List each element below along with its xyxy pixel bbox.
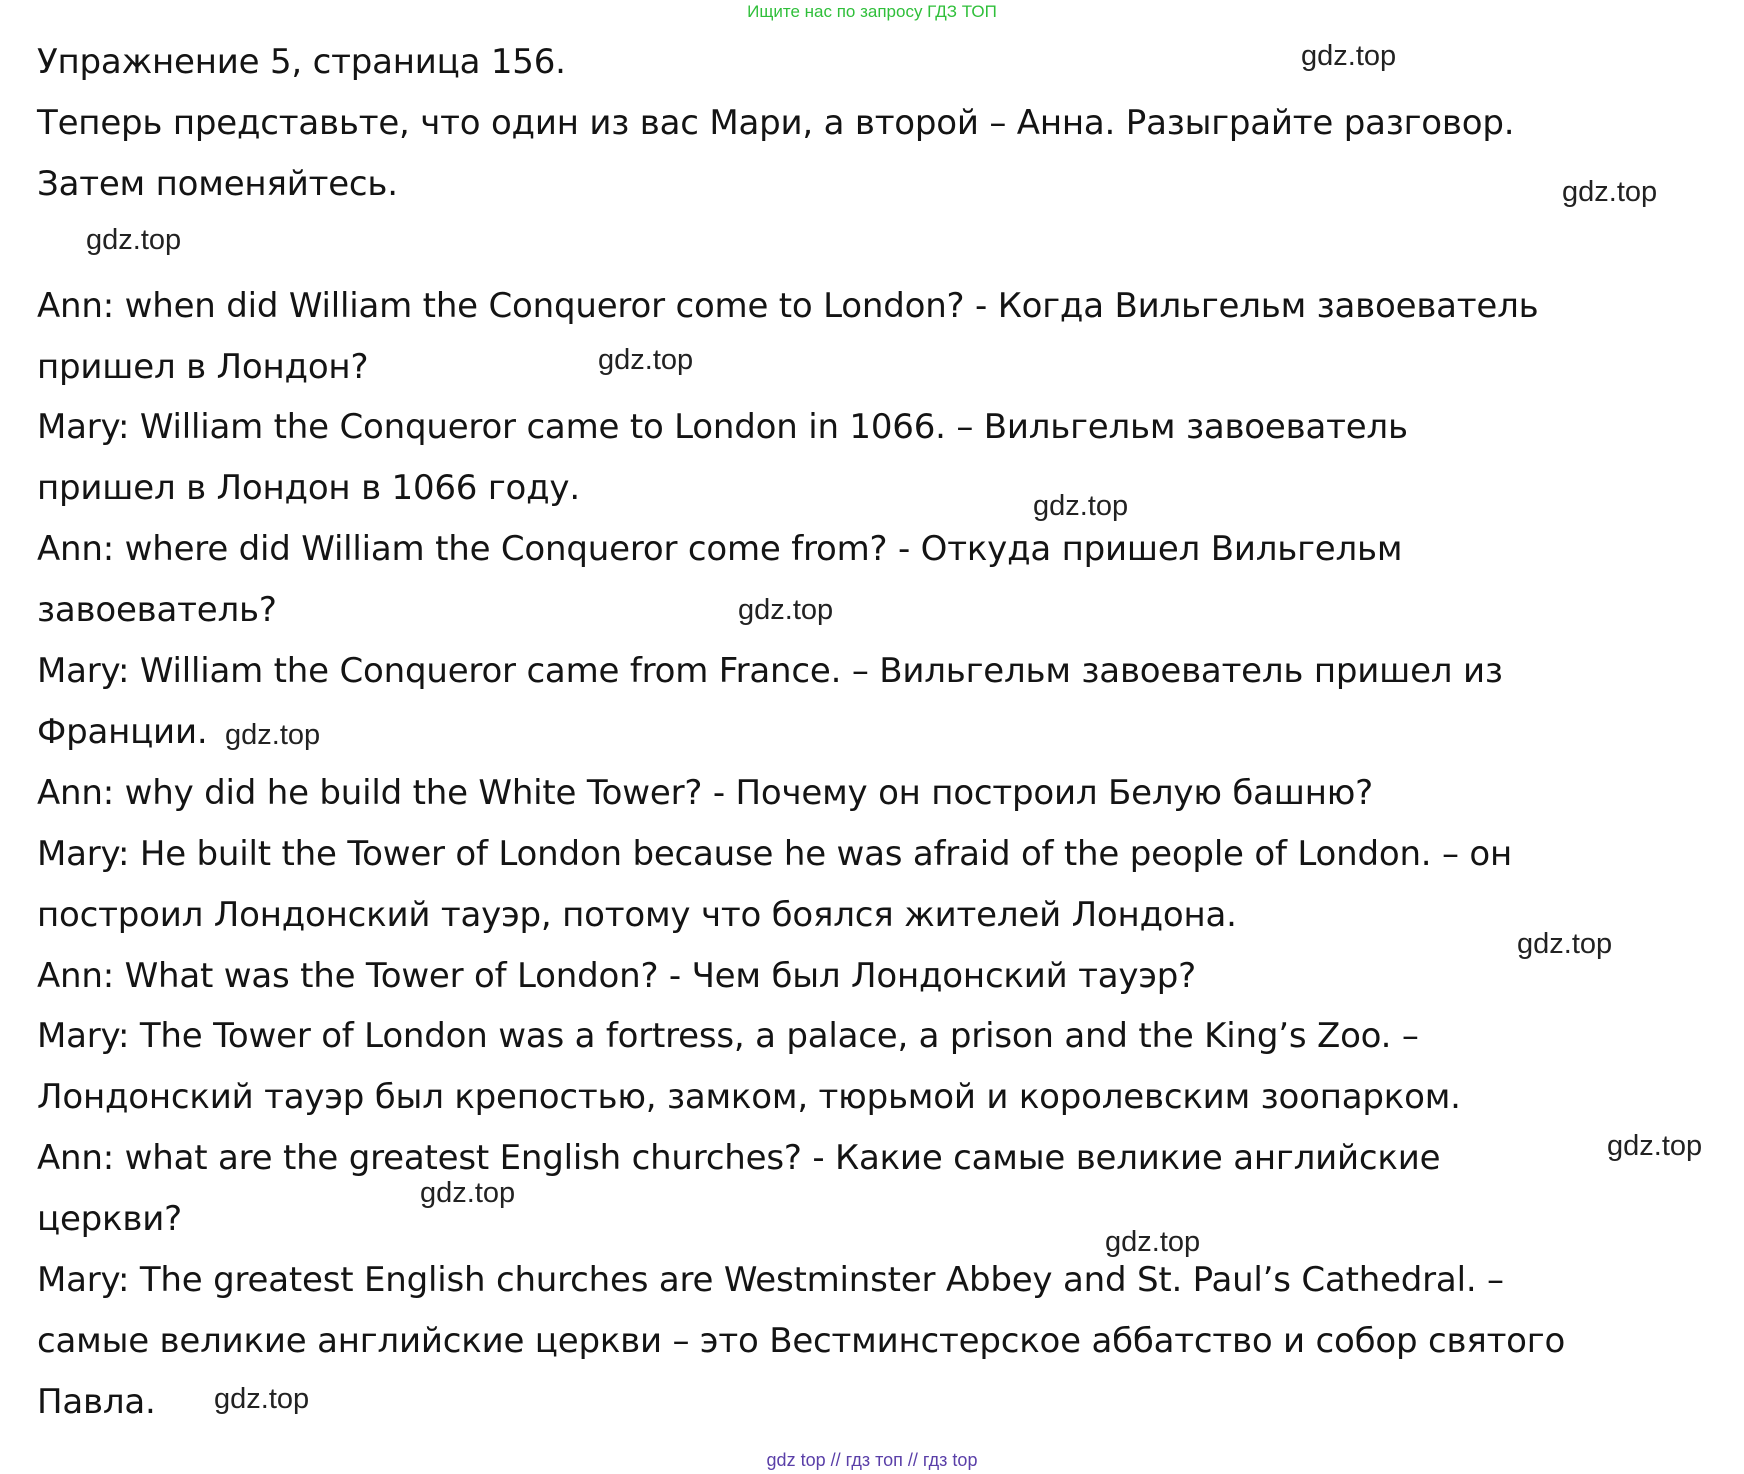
dialogue-line: Mary: William the Conqueror came to London in 1066. – Вильгельм завоеватель [37,407,1408,447]
dialogue-line: Павла. [37,1382,156,1422]
dialogue-line: пришел в Лондон в 1066 году. [37,468,580,508]
dialogue-line: Франции. [37,712,208,752]
dialogue-line: Mary: He built the Tower of London because he was afraid of the people of London. – он [37,834,1513,874]
watermark: gdz.top [598,344,694,376]
watermark: gdz.top [1607,1130,1703,1162]
dialogue-line: Ann: when did William the Conqueror come to London? - Когда Вильгельм завоеватель [37,286,1539,326]
dialogue-line: Mary: The Tower of London was a fortress, a palace, a prison and the King’s Zoo. – [37,1016,1419,1056]
instruction-line-2: Затем поменяйтесь. [37,164,398,204]
bottom-banner: gdz top // гдз топ // гдз top [766,1450,978,1470]
watermark: gdz.top [420,1177,516,1209]
watermark: gdz.top [738,594,834,626]
dialogue-line: Ann: What was the Tower of London? - Чем был Лондонский тауэр? [37,956,1197,996]
dialogue-line: завоеватель? [37,590,277,630]
dialogue-line: построил Лондонский тауэр, потому что боялся жителей Лондона. [37,895,1237,935]
watermark: gdz.top [214,1383,310,1415]
dialogue-line: пришел в Лондон? [37,347,369,387]
exercise-title: Упражнение 5, страница 156. [37,42,566,82]
dialogue-line: Mary: The greatest English churches are Westminster Abbey and St. Paul’s Cathedral. – [37,1260,1504,1300]
watermark: gdz.top [225,719,321,751]
instruction-line-1: Теперь представьте, что один из вас Мари, а второй – Анна. Разыграйте разговор. [37,103,1515,143]
watermark: gdz.top [1562,176,1658,208]
dialogue-line: Mary: William the Conqueror came from France. – Вильгельм завоеватель пришел из [37,651,1503,691]
watermark: gdz.top [1301,40,1397,72]
dialogue-line: церкви? [37,1199,182,1239]
watermark: gdz.top [1517,928,1613,960]
top-banner: Ищите нас по запросу ГДЗ ТОП [747,2,997,21]
watermark: gdz.top [86,224,182,256]
watermark: gdz.top [1105,1226,1201,1258]
dialogue-line: Ann: what are the greatest English churches? - Какие самые великие английские [37,1138,1441,1178]
watermark: gdz.top [1033,490,1129,522]
dialogue-line: Ann: where did William the Conqueror come from? - Откуда пришел Вильгельм [37,529,1403,569]
dialogue-line: самые великие английские церкви – это Вестминстерское аббатство и собор святого [37,1321,1566,1361]
dialogue-line: Ann: why did he build the White Tower? - Почему он построил Белую башню? [37,773,1373,813]
dialogue-line: Лондонский тауэр был крепостью, замком, тюрьмой и королевским зоопарком. [37,1077,1461,1117]
